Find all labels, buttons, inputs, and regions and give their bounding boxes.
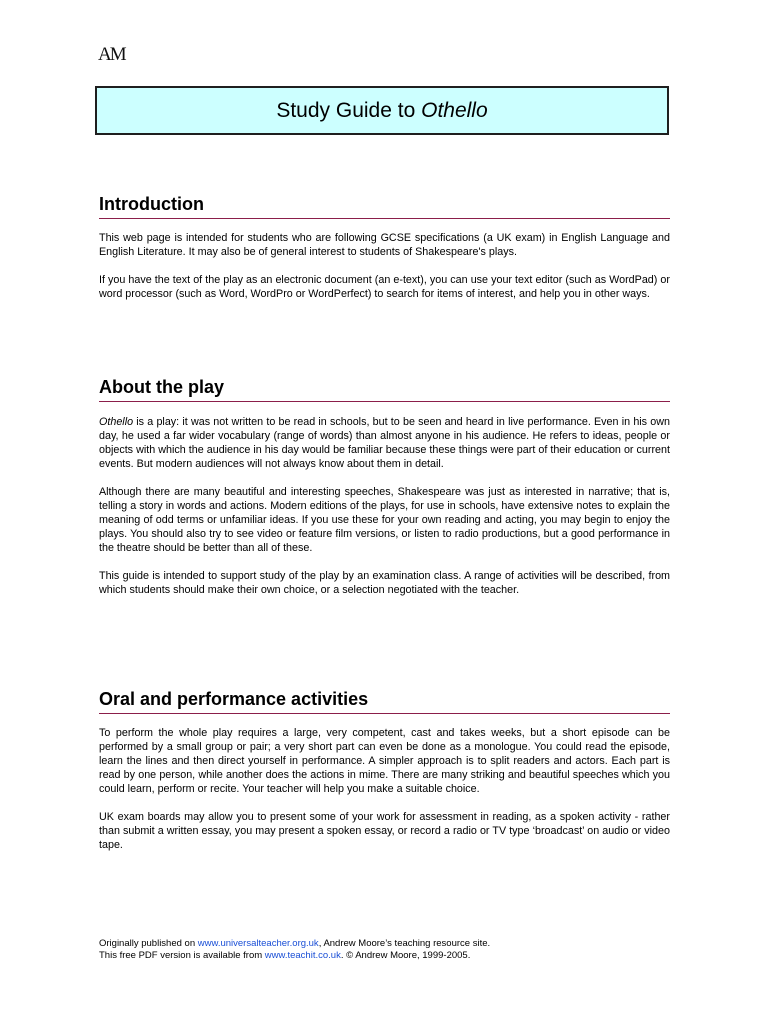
title-prefix: Study Guide to	[276, 98, 422, 122]
page-title	[276, 99, 487, 123]
footer-line-2-suffix: . © Andrew Moore, 1999-2005.	[340, 950, 471, 961]
introduction-heading: Introduction	[99, 193, 670, 219]
about-play-section	[99, 376, 670, 597]
footer-line-2	[99, 950, 490, 962]
footer	[99, 938, 490, 962]
oral-activities-paragraph-2: UK exam boards may allow you to present some of your work for assessment in reading, as a spoken activity - rather than submit a written essay, you may present a spoken essay, or record a radio or TV type ‘broadcast’ on audio or video tape.	[99, 811, 670, 851]
footer-line-1-prefix: Originally published on	[99, 938, 198, 949]
title-banner	[95, 86, 669, 135]
teachit-link[interactable]: www.teachit.co.uk	[264, 950, 341, 961]
introduction-paragraph-2: If you have the text of the play as an electronic document (an e-text), you can use your text editor (such as WordPad) or word processor (such as Word, WordPro or WordPerfect) to search for items of interest, and help you in other ways.	[99, 274, 670, 300]
author-logo: AM	[98, 44, 125, 65]
oral-activities-heading: Oral and performance activities	[99, 688, 670, 714]
introduction-section	[99, 193, 670, 301]
about-play-paragraph-1	[99, 415, 670, 471]
oral-activities-section	[99, 688, 670, 852]
about-play-paragraph-3: This guide is intended to support study of the play by an examination class. A range of activities will be described, from which students should make their own choice, or a selection negotiated with the teacher.	[99, 570, 670, 596]
universalteacher-link[interactable]: www.universalteacher.org.uk	[197, 938, 319, 949]
title-play-name: Othello	[421, 98, 488, 122]
play-title-italic: Othello	[99, 416, 134, 428]
about-play-paragraph-1-text: is a play: it was not written to be read in schools, but to be seen and heard in live performance. Even in his own day, he used a far wider vocabulary (range of words) than almost anyone in his audience. He refers to ideas, people or objects with which the audience in his day would be familiar because these things were part of their education or current events. But modern audiences will not always know about them in detail.	[99, 416, 670, 470]
footer-line-1	[99, 938, 490, 950]
about-play-paragraph-2: Although there are many beautiful and interesting speeches, Shakespeare was just as interested in narrative; that is, telling a story in words and actions. Modern editions of the plays, for use in schools, have extensive notes to explain the meaning of odd terms or unfamiliar ideas. If you use these for your own reading and acting, you may begin to enjoy the plays. You should also try to see video or feature film versions, or listen to radio productions, but a good performance in the theatre should be better than all of these.	[99, 486, 670, 554]
oral-activities-paragraph-1: To perform the whole play requires a large, very competent, cast and takes weeks, but a short episode can be performed by a small group or pair; a very short part can even be done as a monologue. You could read the episode, learn the lines and then direct yourself in performance. A simpler approach is to split readers and actors. Each part is read by one person, while another does the actions in mime. There are many striking and beautiful speeches which you could learn, perform or recite. Your teacher will help you make a suitable choice.	[99, 727, 670, 795]
footer-line-2-prefix: This free PDF version is available from	[99, 950, 265, 961]
footer-line-1-suffix: , Andrew Moore’s teaching resource site.	[318, 938, 491, 949]
introduction-paragraph-1: This web page is intended for students who are following GCSE specifications (a UK exam) in English Language and English Literature. It may also be of general interest to students of Shakespeare's plays.	[99, 232, 670, 258]
about-play-heading: About the play	[99, 376, 670, 402]
